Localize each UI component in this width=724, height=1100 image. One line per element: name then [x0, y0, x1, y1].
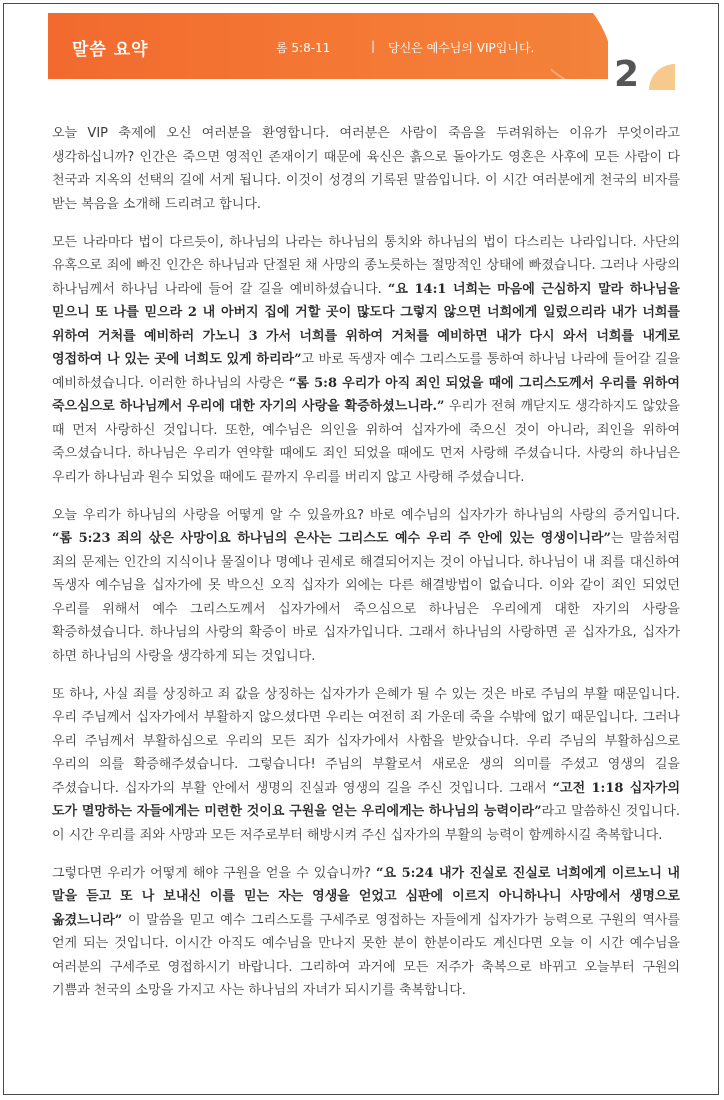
paragraph-5 [52, 862, 680, 1003]
paragraph-text: 고 바로 독생자 예수 그리스도를 통하여 하나님 나라에 들어갈 길을 예비하셨습니다. 이러한 하나님의 사랑은 [52, 352, 681, 391]
paragraph-text: 는 말씀처럼 죄의 문제는 인간의 지식이나 물질이나 명예나 권세로 해결되어지는 것이 아닙니다. 하나님이 내 죄를 대신하여 독생자 예수님을 십자가에 못 박으신 오직 십자가 외에는 다른 해결방법이 없습니다. 이와 같이 죄인 되었던 우리를 위해서 예수 그리스도께서 십자가에서 죽으심으로 하나님은 우리에게 대한 자기의 사랑을 확증하셨습니다. 하나님의 사랑의 확증이 바로 십자가입니다. 그래서 하나님의 사랑하면 곧 십자가요, 십자가 하면 하나님의 사랑을 생각하게 되는 것입니다. [52, 531, 680, 664]
sermon-body [52, 122, 680, 1017]
paragraph-text: 또 하나, 사실 죄를 상징하고 죄 값을 상징하는 십자가가 은혜가 될 수 있는 것은 바로 주님의 부활 때문입니다. 우리 주님께서 십자가에서 부활하지 않으셨다면 우리는 여전히 죄 가운데 죽을 수밖에 없기 때문입니다. 그러나 우리 주님께서 부활하심으로 우리의 모든 죄가 십자가에서 사함을 받았습니다. 우리 주님의 부활하심으로 우리의 의를 확증해주셨습니다. 그렇습니다! 주님의 부활로서 새로운 생의 의미를 주셨고 영생의 길을 주셨습니다. 십자가의 부활 안에서 생명의 진실과 영생의 길을 주신 것입니다. 그래서 [52, 686, 680, 796]
quarter-circle-decoration [649, 64, 675, 90]
page-frame [3, 3, 719, 1095]
bible-verse-quote: “롬 5:23 죄의 삯은 사망이요 하나님의 은사는 그리스도 예수 우리 주 안에 있는 영생이니라” [52, 531, 612, 546]
bible-verse-quote: “요 5:24 내가 진실로 진실로 너희에게 이르노니 내 말을 듣고 또 나 보내신 이를 믿는 자는 영생을 얻었고 심판에 이르지 아니하나니 사망에서 생명으로 옮겼느니라” [52, 865, 680, 928]
header-separator: | [371, 39, 376, 53]
paragraph-text: 라고 말씀하신 것입니다. 이 시간 우리를 죄와 사망과 모든 저주로부터 해방시켜 주신 십자가의 부활의 능력이 함께하시길 축복합니다. [52, 804, 680, 843]
paragraph-text: 이 말씀을 믿고 예수 그리스도를 구세주로 영접하는 자들에게 십자가가 능력으로 구원의 역사를 얻게 되는 것입니다. 이시간 아직도 예수님을 만나지 못한 분이 한분이라도 계신다면 오늘 이 시간 예수님을 여러분의 구세주로 영접하시기 바랍니다. 그리하여 과거에 모든 저주가 축복으로 바뀌고 오늘부터 구원의 기쁨과 천국의 소망을 가지고 사는 하나님의 자녀가 되시기를 축복합니다. [52, 912, 680, 998]
bible-verse-quote: “고전 1:18 십자가의 도가 멸망하는 자들에게는 미련한 것이요 구원을 얻는 우리에게는 하나님의 능력이라” [52, 780, 681, 819]
paragraph-text: 모든 나라마다 법이 다르듯이, 하나님의 나라는 하나님의 통치와 하나님의 법이 다스리는 나라입니다. 사단의 유혹으로 죄에 빠진 인간은 하나님과 단절된 채 사망의 종노릇하는 절망적인 상태에 빠졌습니다. 그러나 사랑의 하나님께서 하나님 나라에 들어 갈 길을 예비하셨습니다. [52, 234, 680, 297]
section-title: 말씀 요약 [72, 40, 149, 60]
paragraph-text: 그렇다면 우리가 어떻게 해야 구원을 얻을 수 있습니까? [52, 865, 377, 881]
header-banner [48, 13, 608, 79]
paragraph-3 [52, 504, 680, 669]
paragraph-1 [52, 122, 680, 216]
paragraph-4 [52, 683, 680, 848]
paragraph-2 [52, 231, 680, 490]
page-number: 2 [614, 54, 640, 95]
paragraph-text: 오늘 VIP 축제에 오신 여러분을 환영합니다. 여러분은 사람이 죽음을 두려워하는 이유가 무엇이라고 생각하십니까? 인간은 죽으면 영적인 존재이기 때문에 육신은 흙으로 돌아가도 영혼은 사후에 모든 사람이 다 천국과 지옥의 선택의 길에 서게 됩니다. 이것이 성경의 기록된 말씀입니다. 이 시간 여러분에게 천국의 비자를 받는 복음을 소개해 드리려고 합니다. [52, 126, 680, 212]
bible-verse-quote: “요 14:1 너희는 마음에 근심하지 말라 하나님을 믿으니 또 나를 믿으라 2 내 아버지 집에 거할 곳이 많도다 그렇지 않으면 너희에게 일렀으리라 내가 너희를 위하여 거처를 예비하러 가노니 3 가서 너희를 위하여 거처를 예비하면 내가 다시 와서 너희를 내게로 영접하여 나 있는 곳에 너희도 있게 하리라” [52, 281, 680, 367]
paragraph-text: 우리가 전혀 깨닫지도 생각하지도 않았을 때 먼저 사랑하신 것입니다. 또한, 예수님은 의인을 위하여 십자가에 죽으신 것이 아니라, 죄인을 위하여 죽으셨습니다. 하나님은 우리가 연약할 때에도 죄인 되었을 때에도 먼저 사랑해 주셨습니다. 사랑의 하나님은 우리가 하나님과 원수 되었을 때에도 끝까지 우리를 버리지 않고 사랑해 주셨습니다. [52, 399, 680, 485]
bible-verse-quote: “롬 5:8 우리가 아직 죄인 되었을 때에 그리스도께서 우리를 위하여 죽으심으로 하나님께서 우리에 대한 자기의 사랑을 확증하셨느니라.” [52, 375, 680, 414]
paragraph-text: 오늘 우리가 하나님의 사랑을 어떻게 알 수 있을까요? 바로 예수님의 십자가가 하나님의 사랑의 증거입니다. [52, 507, 680, 523]
sermon-subtitle: 당신은 예수님의 VIP입니다. [388, 41, 535, 55]
scripture-reference: 롬 5:8-11 [276, 41, 331, 55]
